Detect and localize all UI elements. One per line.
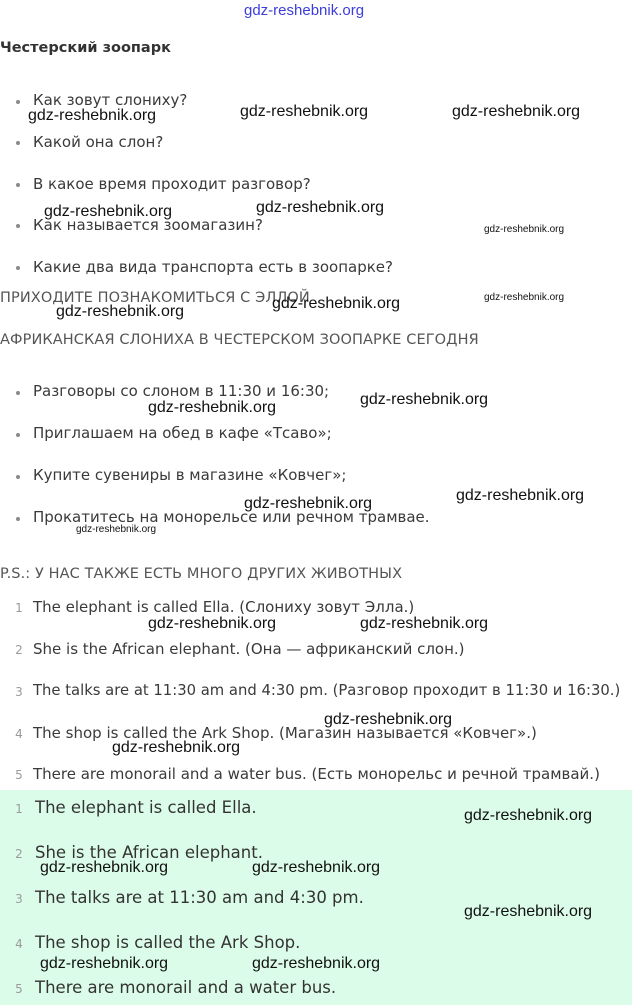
watermark: gdz-reshebnik.org <box>148 399 277 416</box>
watermark: gdz-reshebnik.org <box>452 103 581 120</box>
watermark: gdz-reshebnik.org <box>464 807 593 824</box>
answer-number: 3 <box>15 685 23 699</box>
bullet-icon <box>16 224 20 228</box>
watermark: gdz-reshebnik.org <box>252 859 381 876</box>
watermark: gdz-reshebnik.org <box>252 955 381 972</box>
answer-item: The elephant is called Ella. (Слониху зовут Элла.) <box>33 598 415 616</box>
page-title: Честерский зоопарк <box>0 40 171 56</box>
watermark: gdz-reshebnik.org <box>360 615 489 632</box>
poster-item: Приглашаем на обед в кафе «Тсаво»; <box>33 424 332 442</box>
final-answer-number: 2 <box>15 847 23 861</box>
answer-item: There are monorail and a water bus. (Есть монорельс и речной трамвай.) <box>33 765 600 783</box>
watermark: gdz-reshebnik.org <box>112 739 241 756</box>
bullet-icon <box>16 183 20 187</box>
poster-item: Прокатитесь на монорельсе или речном трамвае. <box>33 508 430 526</box>
watermark: gdz-reshebnik.org <box>76 524 157 535</box>
watermark: gdz-reshebnik.org <box>484 224 565 235</box>
bullet-icon <box>16 475 20 479</box>
bullet-icon <box>16 391 20 395</box>
watermark: gdz-reshebnik.org <box>256 199 385 216</box>
question-item: Как зовут слониху? <box>33 91 188 109</box>
question-item: Какие два вида транспорта есть в зоопарке? <box>33 258 393 276</box>
answer-item: The talks are at 11:30 am and 4:30 pm. (Разговор проходит в 11:30 и 16:30.) <box>33 682 621 699</box>
poster-footer: P.S.: У НАС ТАКЖЕ ЕСТЬ МНОГО ДРУГИХ ЖИВОТНЫХ <box>0 566 403 582</box>
poster-item: Купите сувениры в магазине «Ковчег»; <box>33 466 347 484</box>
final-answer-number: 1 <box>15 802 23 816</box>
final-answer-number: 5 <box>15 982 23 996</box>
final-answer-item: There are monorail and a water bus. <box>35 978 337 997</box>
watermark: gdz-reshebnik.org <box>456 487 585 504</box>
watermark: gdz-reshebnik.org <box>148 615 277 632</box>
watermark: gdz-reshebnik.org <box>244 495 373 512</box>
answer-number: 1 <box>15 601 23 615</box>
bullet-icon <box>16 141 20 145</box>
watermark: gdz-reshebnik.org <box>240 103 369 120</box>
watermark: gdz-reshebnik.org <box>272 295 401 312</box>
final-answer-item: The elephant is called Ella. <box>35 798 257 817</box>
answer-item: She is the African elephant. (Она — африканский слон.) <box>33 640 465 658</box>
final-answer-number: 3 <box>15 892 23 906</box>
bullet-icon <box>16 266 20 270</box>
answer-number: 4 <box>15 727 23 741</box>
watermark: gdz-reshebnik.org <box>44 203 173 220</box>
answer-number: 2 <box>15 643 23 657</box>
final-answer-item: The shop is called the Ark Shop. <box>35 933 301 952</box>
poster-item: Разговоры со слоном в 11:30 и 16:30; <box>33 382 330 400</box>
answer-item: The shop is called the Ark Shop. (Магазин называется «Ковчег».) <box>33 724 537 742</box>
poster-heading-2: АФРИКАНСКАЯ СЛОНИХА В ЧЕСТЕРСКОМ ЗООПАРКЕ СЕГОДНЯ <box>0 332 479 348</box>
final-answer-item: She is the African elephant. <box>35 843 263 862</box>
bullet-icon <box>16 100 20 104</box>
final-answer-number: 4 <box>15 937 23 951</box>
bullet-icon <box>16 433 20 437</box>
watermark: gdz-reshebnik.org <box>40 859 169 876</box>
site-header-link[interactable]: gdz-reshebnik.org <box>244 2 365 19</box>
watermark: gdz-reshebnik.org <box>324 711 453 728</box>
watermark: gdz-reshebnik.org <box>360 391 489 408</box>
final-answer-item: The talks are at 11:30 am and 4:30 pm. <box>35 888 364 907</box>
watermark: gdz-reshebnik.org <box>484 292 565 303</box>
answer-number: 5 <box>15 768 23 782</box>
question-item: Как называется зоомагазин? <box>33 216 263 234</box>
watermark: gdz-reshebnik.org <box>28 107 157 124</box>
poster-heading-1: ПРИХОДИТЕ ПОЗНАКОМИТЬСЯ С ЭЛЛОЙ <box>0 290 310 306</box>
watermark: gdz-reshebnik.org <box>40 955 169 972</box>
watermark: gdz-reshebnik.org <box>464 903 593 920</box>
watermark: gdz-reshebnik.org <box>56 303 185 320</box>
question-item: Какой она слон? <box>33 133 164 151</box>
question-item: В какое время проходит разговор? <box>33 175 311 193</box>
bullet-icon <box>16 517 20 521</box>
